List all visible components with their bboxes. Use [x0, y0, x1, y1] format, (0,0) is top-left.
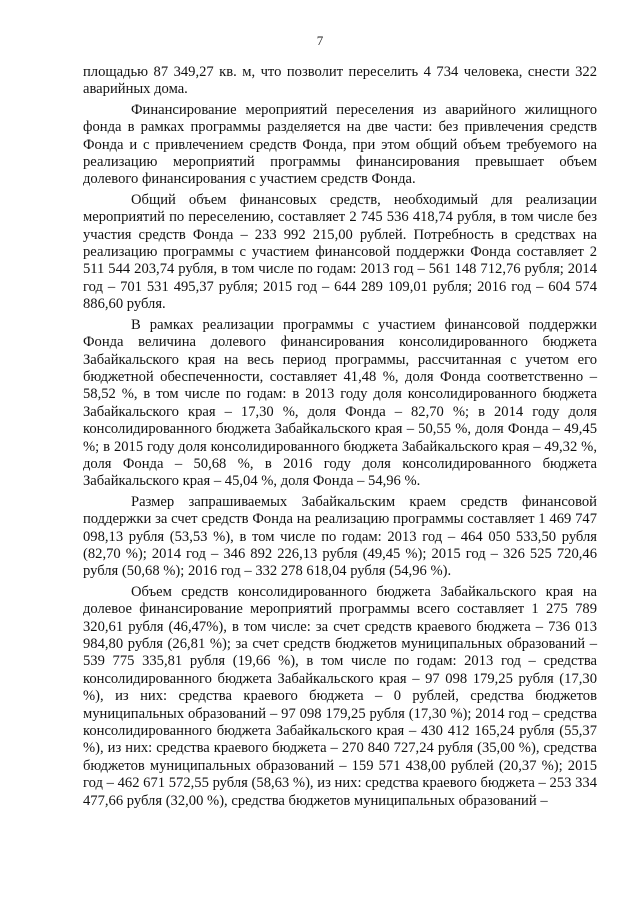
document-body [83, 64, 597, 813]
paragraph-consolidated-budget: Объем средств консолидированного бюджета Забайкальского края на долевое финансирование мероприятий программы всего составляет 1 275 789 320,61 рубля (46,47%), в том числе: за счет средств краевого бюджета – 736 013 984,80 рубля (26,81 %); за счет средств бюджетов муниципальных образований – 539 775 335,81 рубля (19,66 %), в том числе по годам: 2013 год – средства консолидированного бюджета Забайкальского края – 97 098 179,25 рубля (17,30 %), из них: средства краевого бюджета – 0 рублей, средства бюджетов муниципальных образований – 97 098 179,25 рубля (17,30 %); 2014 год – средства консолидированного бюджета Забайкальского края – 430 412 165,24 рубля (55,37 %), из них: средства краевого бюджета – 270 840 727,24 рубля (35,00 %), средства бюджетов муниципальных образований – 159 571 438,00 рублей (20,37 %); 2015 год – 462 671 572,55 рубля (58,63 %), из них: средства краевого бюджета – 253 334 477,66 рубля (32,00 %), средства бюджетов муниципальных образований – [83, 583, 597, 809]
paragraph-shared-financing: В рамках реализации программы с участием финансовой поддержки Фонда величина долевого финансирования консолидированного бюджета Забайкальского края на весь период программы, рассчитанная с учетом его бюджетной обеспеченности, составляет 41,48 %, доля Фонда соответственно – 58,52 %, в том числе по годам: в 2013 году доля консолидированного бюджета Забайкальского края – 17,30 %, доля Фонда – 82,70 %; в 2014 году доля консолидированного бюджета Забайкальского края – 50,55 %, доля Фонда – 49,45 %; в 2015 году доля консолидированного бюджета Забайкальского края – 49,32 %, доля Фонда – 50,68 %, в 2016 году доля консолидированного бюджета Забайкальского края – 45,04 %, доля Фонда – 54,96 %. [83, 316, 597, 490]
paragraph-financing-parts: Финансирование мероприятий переселения из аварийного жилищного фонда в рамках программы разделяется на две части: без привлечения средств Фонда и с привлечением средств Фонда, при этом общий объем требуемого на реализацию мероприятий программы финансирования превышает объем долевого финансирования с участием средств Фонда. [83, 101, 597, 188]
paragraph-continuation: площадью 87 349,27 кв. м, что позволит переселить 4 734 человека, снести 322 аварийных дома. [83, 64, 597, 98]
paragraph-requested-support: Размер запрашиваемых Забайкальским краем средств финансовой поддержки за счет средств Фонда на реализацию программы составляет 1 469 747 098,13 рубля (53,53 %), в том числе по годам: 2013 год – 464 050 533,50 рубля (82,70 %); 2014 год – 346 892 226,13 рубля (49,45 %); 2015 год – 326 525 720,46 рубля (50,68 %); 2016 год – 332 278 618,04 рубля (54,96 %). [83, 493, 597, 580]
page-number: 7 [316, 33, 324, 48]
paragraph-total-volume: Общий объем финансовых средств, необходимый для реализации мероприятий по переселению, составляет 2 745 536 418,74 рубля, в том числе без участия средств Фонда – 233 992 215,00 рублей. Потребность в средствах на реализацию программы с участием финансовой поддержки Фонда составляет 2 511 544 203,74 рубля, в том числе по годам: 2013 год – 561 148 712,76 рубля; 2014 год – 701 531 495,37 рубля; 2015 год – 644 289 109,01 рубля; 2016 год – 604 574 886,60 рубля. [83, 191, 597, 313]
